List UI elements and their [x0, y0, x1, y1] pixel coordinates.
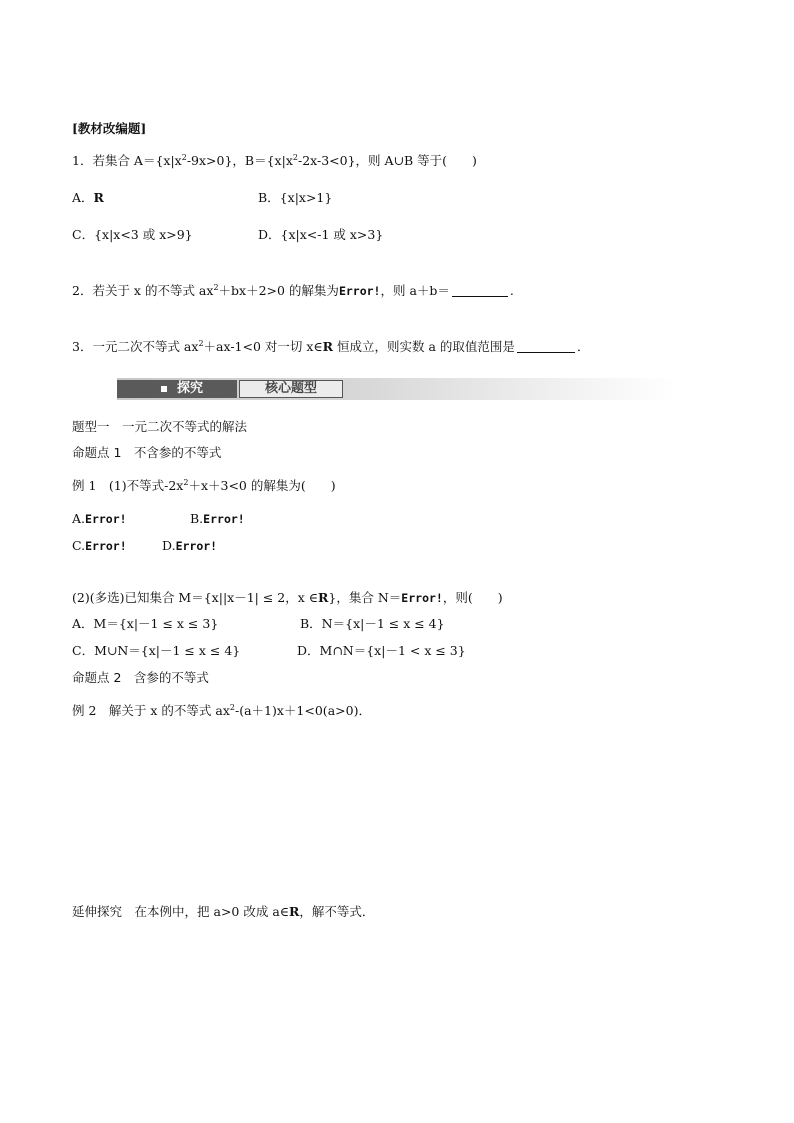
q1-option-a-value: R [93, 190, 104, 205]
q3-answer-blank [517, 340, 575, 353]
ex1-2-stem-part-b: }，集合 N＝ [328, 590, 402, 605]
question-2-stem [72, 283, 514, 299]
question-1-stem [72, 153, 477, 169]
ex1-2-stem-part-a: (2)(多选)已知集合 M＝{x||x－1| ≤ 2，x ∈ [72, 590, 319, 605]
ex1-2-bold-r: R [318, 590, 329, 605]
q3-bold-r: R [322, 339, 334, 354]
banner-square-icon [161, 386, 167, 392]
q3-stem-part-a: 3．一元二次不等式 ax [72, 339, 199, 354]
ex1-stem-part-a: 例 1 (1)不等式-2x [72, 478, 184, 493]
section-banner [117, 378, 676, 400]
ex1-2-option-d: D．M∩N＝{x|－1 < x ≤ 3} [297, 643, 466, 658]
q2-stem-part-b: ＋bx＋2>0 的解集为 [218, 283, 339, 298]
q1-stem-part-c: -2x-3<0}，则 A∪B 等于( ) [297, 153, 477, 168]
q1-option-a [72, 190, 104, 206]
q2-answer-blank [452, 284, 508, 297]
type-1-title: 题型一 一元二次不等式的解法 [72, 419, 248, 434]
proposition-2-title: 命题点 2 含参的不等式 [72, 670, 209, 685]
ex1-option-a-error: Error! [85, 512, 127, 526]
q2-error-text: Error! [338, 284, 381, 298]
q2-stem-part-a: 2．若关于 x 的不等式 ax [72, 283, 214, 298]
q1-option-b: B．{x|x>1} [258, 190, 333, 205]
extension-label: 延伸探究 [72, 904, 135, 919]
banner-right-label: 核心题型 [264, 381, 317, 396]
ex2-sup: 2 [229, 703, 235, 712]
ex1-option-d [162, 538, 217, 554]
ex1-sup: 2 [183, 478, 189, 487]
ex1-option-b-error: Error! [203, 512, 245, 526]
ex1-option-d-error: Error! [175, 539, 218, 553]
ex1-stem-part-b: ＋x＋3<0 的解集为( ) [188, 478, 336, 493]
q1-stem-part-a: 若集合 A＝{x|x [92, 153, 182, 168]
example-2-stem [72, 703, 371, 719]
ex1-option-b [190, 511, 245, 527]
banner-right-box [239, 380, 343, 398]
q2-stem-end: . [509, 283, 514, 298]
example-1-part-2-stem [72, 590, 503, 606]
ex2-stem-part-b: -(a＋1)x＋1<0(a>0)． [235, 703, 371, 718]
ex1-option-a-label: A. [72, 511, 86, 526]
q1-sup-2: 2 [292, 153, 298, 162]
ex1-2-option-c: C．M∪N＝{x|－1 ≤ x ≤ 4} [72, 643, 241, 658]
ex2-stem-part-a: 例 2 解关于 x 的不等式 ax [72, 703, 230, 718]
extension-bold-r: R [289, 904, 300, 919]
q3-stem-part-b: ＋ax-1<0 对一切 x∈ [203, 339, 323, 354]
q2-sup: 2 [213, 283, 219, 292]
ex1-2-stem-part-c: ，则( ) [442, 590, 503, 605]
q1-stem-part-b: -9x>0}，B＝{x|x [186, 153, 293, 168]
q3-sup: 2 [198, 339, 204, 348]
question-3-stem [72, 339, 589, 355]
ex1-option-c-error: Error! [85, 539, 127, 553]
q1-option-a-label: A． [72, 190, 94, 205]
q2-stem-part-c: ，则 a＋b＝ [380, 283, 450, 298]
ex1-option-a [72, 511, 127, 527]
ex1-option-b-label: B. [190, 511, 204, 526]
ex1-2-error: Error! [401, 591, 443, 605]
ex1-2-option-b: B．N＝{x|－1 ≤ x ≤ 4} [300, 616, 445, 631]
proposition-1-title: 命题点 1 不含参的不等式 [72, 445, 222, 460]
ex1-option-c [72, 538, 127, 554]
extension-question [72, 904, 374, 920]
ex1-option-c-label: C. [72, 538, 86, 553]
ex1-option-d-label: D. [162, 538, 176, 553]
extension-text-b: ，解不等式． [299, 904, 375, 919]
q1-option-c: C．{x|x<3 或 x>9} [72, 227, 193, 242]
q1-sup-1: 2 [181, 153, 187, 162]
q1-number: 1． [72, 153, 93, 168]
section-label: [教材改编题] [72, 121, 147, 136]
q3-stem-part-c: 恒成立，则实数 a 的取值范围是 [333, 339, 515, 354]
extension-text-a: 在本例中，把 a>0 改成 a∈ [134, 904, 290, 919]
q1-option-d: D．{x|x<-1 或 x>3} [258, 227, 384, 242]
banner-left-label: 探究 [177, 381, 204, 396]
q3-stem-end: ． [576, 339, 590, 354]
ex1-2-option-a: A．M＝{x|－1 ≤ x ≤ 3} [72, 616, 219, 631]
example-1-part-1-stem [72, 478, 336, 494]
